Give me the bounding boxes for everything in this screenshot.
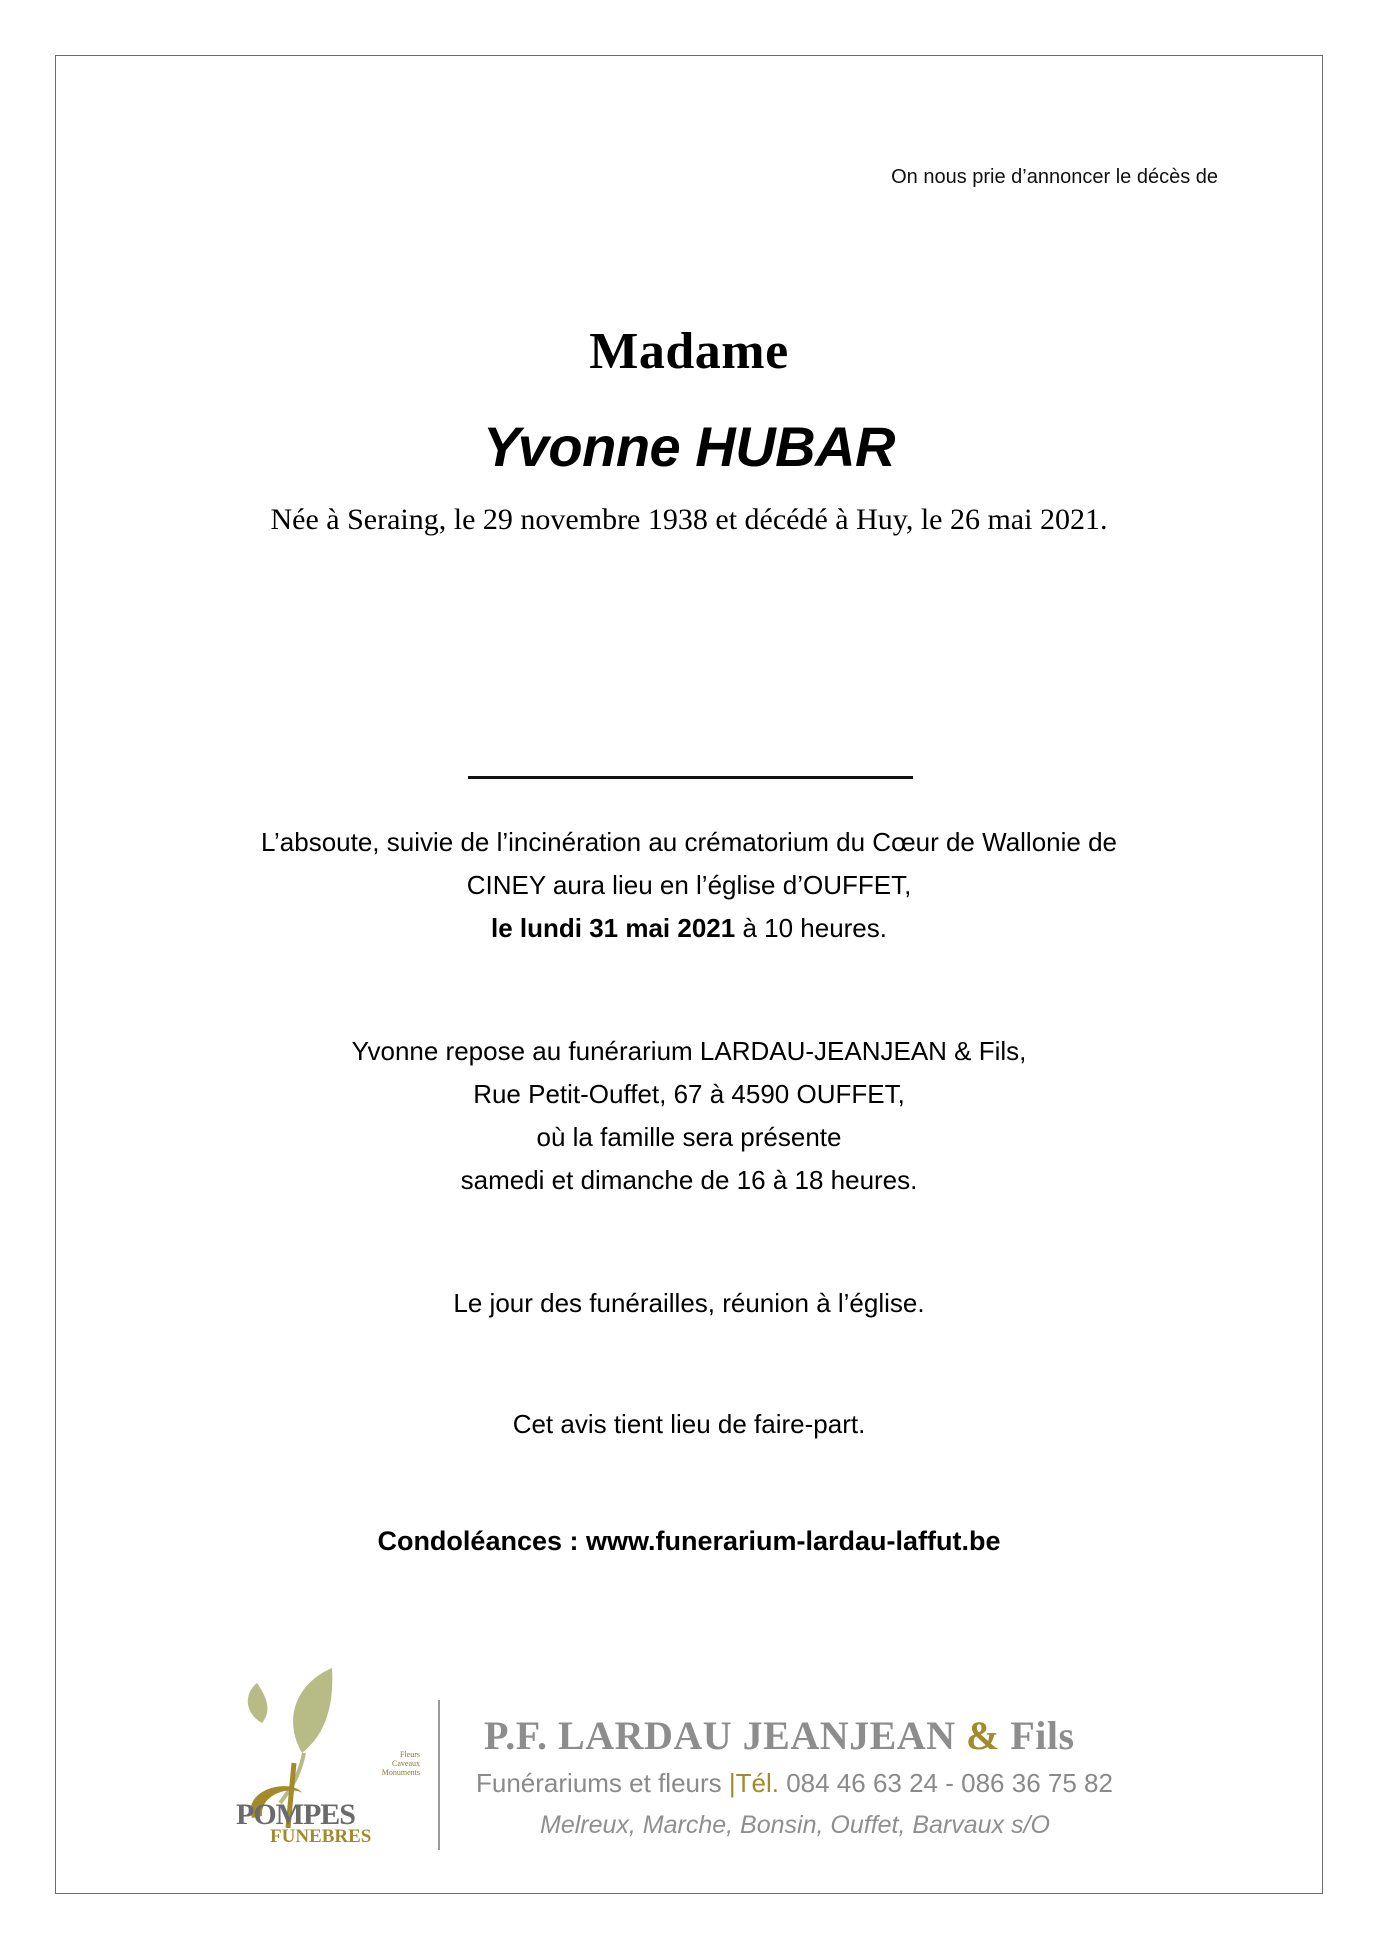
visitation-line: samedi et dimanche de 16 à 18 heures. — [460, 1165, 918, 1195]
ceremony-time: à 10 heures. — [735, 913, 887, 943]
meeting-text: Le jour des funérailles, réunion à l’église. — [453, 1288, 925, 1318]
birth-death-dates: Née à Seraing, le 29 novembre 1938 et décédé à Huy, le 26 mai 2021. — [270, 503, 1108, 536]
company-contact — [476, 1768, 1113, 1799]
company-ampersand: & — [966, 1713, 1000, 1758]
contact-separator: | — [728, 1768, 736, 1798]
visitation-line: Yvonne repose au funérarium LARDAU-JEANJEAN & Fils, — [351, 1036, 1027, 1066]
logo-word-pompes: POMPES — [236, 1798, 355, 1831]
logo-word-funebres: FUNEBRES — [270, 1826, 372, 1847]
visitation-line: où la famille sera présente — [536, 1122, 842, 1152]
logo-tag: Monuments — [381, 1768, 420, 1777]
deceased-name: Yvonne HUBAR — [483, 415, 895, 478]
section-divider — [468, 776, 913, 779]
faire-part-text: Cet avis tient lieu de faire-part. — [512, 1409, 866, 1439]
contact-phone: 084 46 63 24 - 086 36 75 82 — [778, 1768, 1113, 1798]
ceremony-date-line — [55, 907, 1323, 950]
ceremony-date: le lundi 31 mai 2021 — [490, 913, 736, 943]
logo-tag: Fleurs — [400, 1750, 420, 1759]
company-name — [484, 1712, 1075, 1759]
visitation-paragraph — [55, 1030, 1323, 1202]
footer-divider — [438, 1700, 440, 1850]
company-locations: Melreux, Marche, Bonsin, Ouffet, Barvaux s/O — [540, 1811, 1050, 1839]
logo-tags — [340, 1750, 420, 1777]
deceased-title: Madame — [589, 323, 789, 380]
intro-text: On nous prie d’annoncer le décès de — [891, 166, 1218, 188]
ceremony-line: CINEY aura lieu en l’église d’OUFFET, — [466, 870, 912, 900]
condolences-text: Condoléances : www.funerarium-lardau-laffut.be — [377, 1526, 1001, 1556]
company-name-main: P.F. LARDAU JEANJEAN — [484, 1713, 967, 1758]
company-name-end: Fils — [999, 1713, 1075, 1758]
ceremony-line: L’absoute, suivie de l’incinération au crématorium du Cœur de Wallonie de — [260, 827, 1118, 857]
ceremony-paragraph — [55, 821, 1323, 950]
contact-tel-label: Tél. — [735, 1768, 779, 1798]
visitation-line: Rue Petit-Ouffet, 67 à 4590 OUFFET, — [473, 1079, 905, 1109]
logo-tag: Caveaux — [392, 1759, 420, 1768]
contact-label: Funérariums et fleurs — [476, 1768, 729, 1798]
